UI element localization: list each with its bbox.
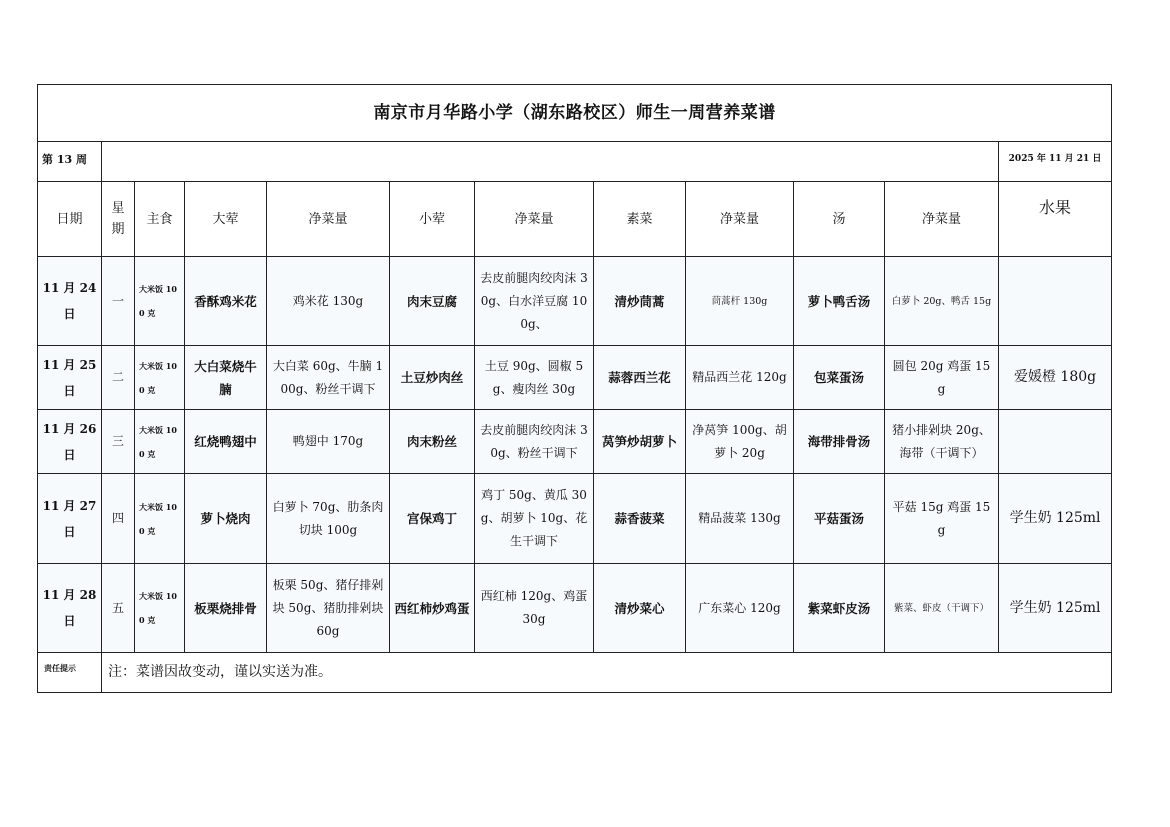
main-weight-cell: 白萝卜 70g、肋条肉切块 100g	[267, 474, 390, 564]
day-date: 11 月 26 日	[38, 410, 102, 474]
staple-cell: 大米饭 100 克	[135, 410, 185, 474]
soup-weight-cell: 猪小排剁块 20g、海带（干调下）	[885, 410, 999, 474]
side-weight-cell: 西红柿 120g、鸡蛋 30g	[475, 564, 594, 653]
header-weekday: 星期	[102, 182, 135, 257]
veg-dish-cell: 清炒菜心	[594, 564, 686, 653]
staple-cell: 大米饭 100 克	[135, 564, 185, 653]
main-dish-cell: 红烧鸭翅中	[185, 410, 267, 474]
fruit-cell	[999, 410, 1112, 474]
soup-weight-cell: 平菇 15g 鸡蛋 15g	[885, 474, 999, 564]
header-main-dish: 大荤	[185, 182, 267, 257]
fruit-cell: 学生奶 125ml	[999, 564, 1112, 653]
veg-dish-cell: 蒜蓉西兰花	[594, 346, 686, 410]
main-weight-cell: 大白菜 60g、牛腩 100g、粉丝干调下	[267, 346, 390, 410]
fruit-cell	[999, 257, 1112, 346]
soup-cell: 包菜蛋汤	[794, 346, 885, 410]
side-weight-cell: 鸡丁 50g、黄瓜 30g、胡萝卜 10g、花生干调下	[475, 474, 594, 564]
day-weekday: 五	[102, 564, 135, 653]
menu-table	[37, 84, 1112, 693]
header-main-weight: 净菜量	[267, 182, 390, 257]
day-date: 11 月 27 日	[38, 474, 102, 564]
soup-cell: 萝卜鸭舌汤	[794, 257, 885, 346]
soup-cell: 平菇蛋汤	[794, 474, 885, 564]
main-dish-cell: 萝卜烧肉	[185, 474, 267, 564]
soup-weight-cell: 紫菜、虾皮（干调下）	[885, 564, 999, 653]
header-veg-weight: 净菜量	[686, 182, 794, 257]
table-row	[38, 474, 1112, 564]
publish-date: 2025 年 11 月 21 日	[999, 142, 1112, 182]
page-title: 南京市月华路小学（湖东路校区）师生一周营养菜谱	[38, 85, 1112, 142]
staple-cell: 大米饭 100 克	[135, 257, 185, 346]
remark-text: 注：菜谱因故变动，谨以实送为准。	[102, 653, 1112, 693]
side-dish-cell: 西红柿炒鸡蛋	[390, 564, 475, 653]
main-weight-cell: 鸡米花 130g	[267, 257, 390, 346]
header-fruit: 水果	[999, 182, 1112, 257]
staple-cell: 大米饭 100 克	[135, 474, 185, 564]
header-date: 日期	[38, 182, 102, 257]
side-weight-cell: 土豆 90g、圆椒 5g、瘦肉丝 30g	[475, 346, 594, 410]
day-weekday: 三	[102, 410, 135, 474]
header-soup: 汤	[794, 182, 885, 257]
side-dish-cell: 宫保鸡丁	[390, 474, 475, 564]
main-dish-cell: 大白菜烧牛腩	[185, 346, 267, 410]
soup-cell: 紫菜虾皮汤	[794, 564, 885, 653]
soup-weight-cell: 白萝卜 20g、鸭舌 15g	[885, 257, 999, 346]
day-date: 11 月 25 日	[38, 346, 102, 410]
table-row	[38, 564, 1112, 653]
veg-weight-cell: 精品西兰花 120g	[686, 346, 794, 410]
side-dish-cell: 土豆炒肉丝	[390, 346, 475, 410]
veg-weight-cell: 茼蒿杆 130g	[686, 257, 794, 346]
day-weekday: 二	[102, 346, 135, 410]
veg-weight-cell: 净莴笋 100g、胡萝卜 20g	[686, 410, 794, 474]
header-side-weight: 净菜量	[475, 182, 594, 257]
side-weight-cell: 去皮前腿肉绞肉沫 30g、粉丝干调下	[475, 410, 594, 474]
day-weekday: 一	[102, 257, 135, 346]
main-dish-cell: 板栗烧排骨	[185, 564, 267, 653]
day-date: 11 月 24 日	[38, 257, 102, 346]
soup-weight-cell: 圆包 20g 鸡蛋 15g	[885, 346, 999, 410]
main-weight-cell: 板栗 50g、猪仔排剁块 50g、猪肋排剁块 60g	[267, 564, 390, 653]
table-row	[38, 257, 1112, 346]
header-soup-weight: 净菜量	[885, 182, 999, 257]
side-dish-cell: 肉末豆腐	[390, 257, 475, 346]
table-row	[38, 346, 1112, 410]
day-weekday: 四	[102, 474, 135, 564]
day-date: 11 月 28 日	[38, 564, 102, 653]
main-weight-cell: 鸭翅中 170g	[267, 410, 390, 474]
header-staple: 主食	[135, 182, 185, 257]
veg-weight-cell: 广东菜心 120g	[686, 564, 794, 653]
header-side-dish: 小荤	[390, 182, 475, 257]
veg-weight-cell: 精品菠菜 130g	[686, 474, 794, 564]
table-row	[38, 410, 1112, 474]
main-dish-cell: 香酥鸡米花	[185, 257, 267, 346]
header-veg-dish: 素菜	[594, 182, 686, 257]
side-weight-cell: 去皮前腿肉绞肉沫 30g、白水洋豆腐 100g、	[475, 257, 594, 346]
week-label: 第 13 周	[38, 142, 102, 182]
blank-header-cell	[102, 142, 999, 182]
remark-label: 责任提示	[38, 653, 102, 693]
veg-dish-cell: 清炒茼蒿	[594, 257, 686, 346]
veg-dish-cell: 莴笋炒胡萝卜	[594, 410, 686, 474]
staple-cell: 大米饭 100 克	[135, 346, 185, 410]
fruit-cell: 爱媛橙 180g	[999, 346, 1112, 410]
soup-cell: 海带排骨汤	[794, 410, 885, 474]
side-dish-cell: 肉末粉丝	[390, 410, 475, 474]
fruit-cell: 学生奶 125ml	[999, 474, 1112, 564]
veg-dish-cell: 蒜香菠菜	[594, 474, 686, 564]
